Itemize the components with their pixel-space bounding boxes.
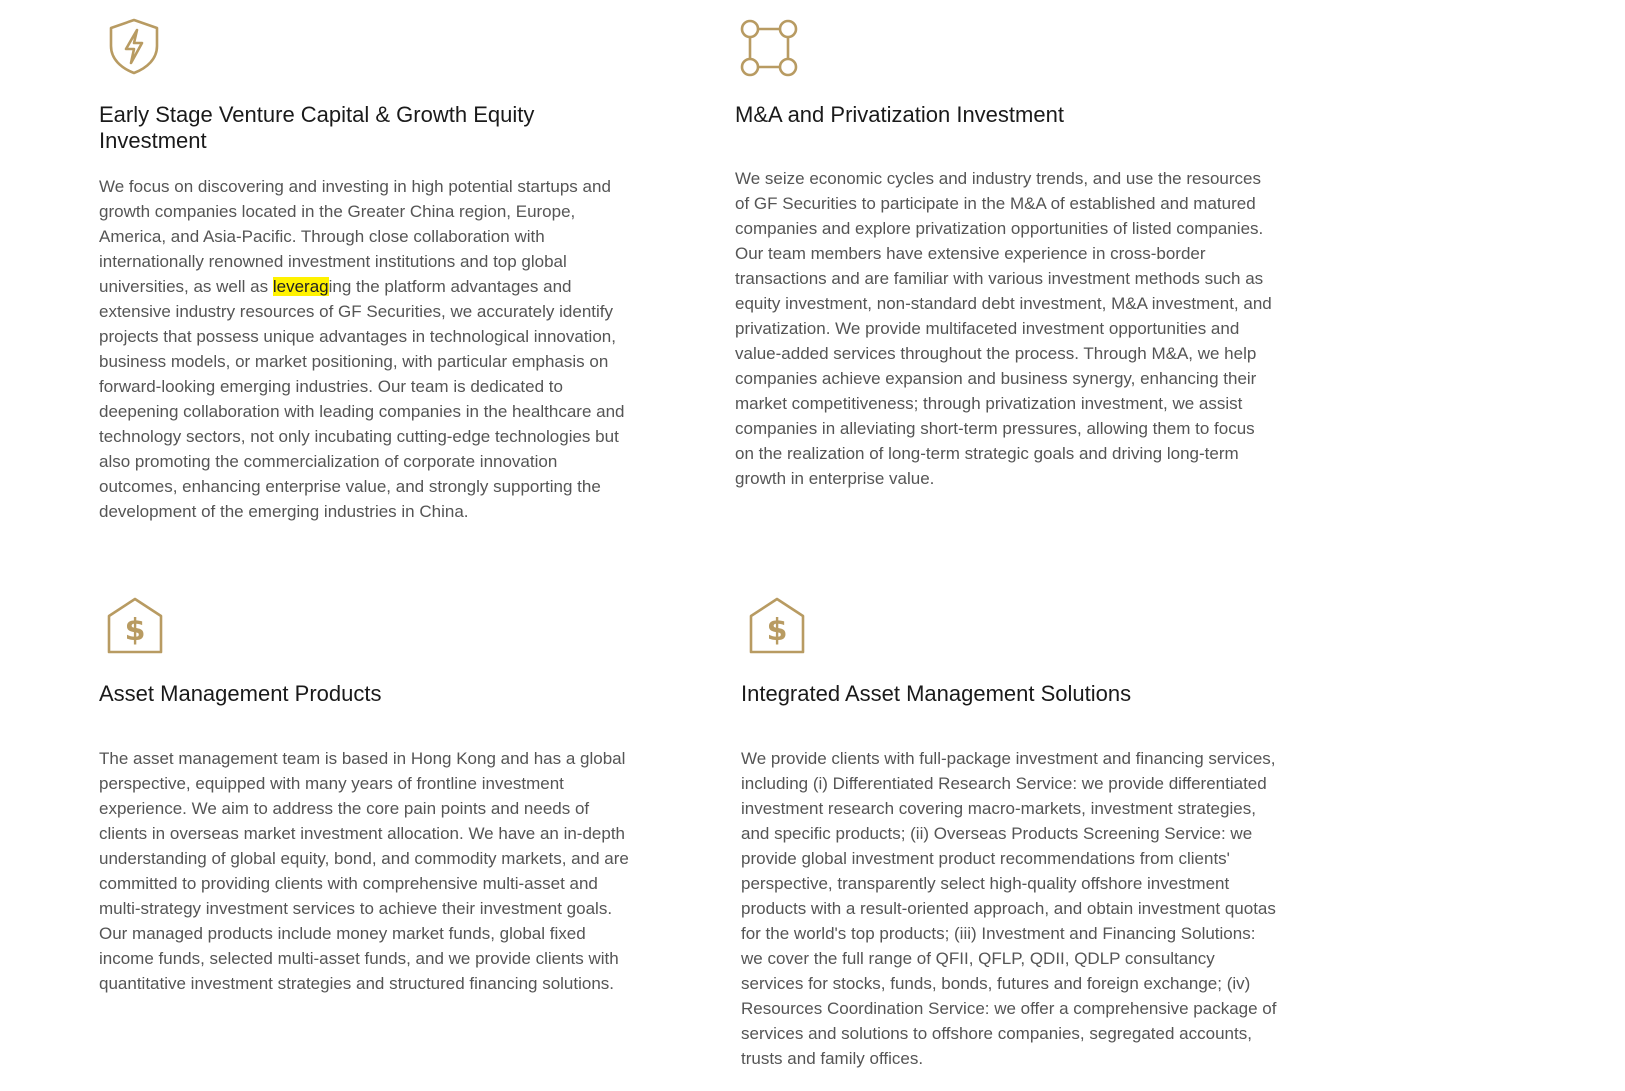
card-description: We provide clients with full-package investment and financing services, including (i) Differentiated Research Service: we provide differentiated investment research covering macro-markets, investment strategies, and specific products; (ii) Overseas Products Screening Service: we provide global investment product recommendations from clients' perspective, transparently select high-quality offshore investment products with a result-oriented approach, and obtain investment quotas for the world's top products; (iii) Investment and Financing Solutions: we cover the full range of QFII, QFLP, QDII, QDLP consultancy services for stocks, funds, bonds, futures and foreign exchange; (iv) Resources Coordination Service: we offer a comprehensive package of services and solutions to offshore companies, segregated accounts, trusts and family offices. <box>741 749 1277 1068</box>
card-title: Early Stage Venture Capital & Growth Equity Investment <box>99 102 535 153</box>
house-dollar-icon <box>105 596 165 656</box>
card-title: Asset Management Products <box>99 681 382 706</box>
card-title: Integrated Asset Management Solutions <box>741 681 1132 706</box>
card-title: M&A and Privatization Investment <box>735 102 1064 127</box>
description-text: ing the platform advantages and extensive industry resources of GF Securities, we accurately identify projects that possess unique advantages in technological innovation, business models, or market positioning, with particular emphasis on forward-looking emerging industries. Our team is dedicated to deepening collaboration with leading companies in the healthcare and technology sectors, not only incubating cutting-edge technologies but also promoting the commercialization of corporate innovation outcomes, enhancing enterprise value, and strongly supporting the development of the emerging industries in China. <box>99 277 625 521</box>
card-description: The asset management team is based in Hong Kong and has a global perspective, equipped with many years of frontline investment experience. We aim to address the core pain points and needs of clients in overseas market investment allocation. We have an in-depth understanding of global equity, bond, and commodity markets, and are committed to providing clients with comprehensive multi-asset and multi-strategy investment services to achieve their investment goals. Our managed products include money market funds, global fixed income funds, selected multi-asset funds, and we provide clients with quantitative investment strategies and structured financing solutions. <box>99 749 629 993</box>
description-text: We focus on discovering and investing in high potential startups and growth companies located in the Greater China region, Europe, America, and Asia-Pacific. Through close collaboration with internationally renowned investment institutions and top global universities, as well as <box>99 177 611 296</box>
network-nodes-icon <box>739 18 799 78</box>
svg-text:$: $ <box>124 613 146 648</box>
card-description <box>99 174 634 524</box>
shield-lightning-icon <box>104 16 164 76</box>
svg-text:$: $ <box>766 613 788 648</box>
house-dollar-icon <box>747 596 807 656</box>
highlighted-text: leverag <box>272 277 329 296</box>
card-description: We seize economic cycles and industry trends, and use the resources of GF Securities to participate in the M&A of established and matured companies and explore privatization opportunities of listed companies. Our team members have extensive experience in cross-border transactions and are familiar with various investment methods such as equity investment, non-standard debt investment, M&A investment, and privatization. We provide multifaceted investment opportunities and value-added services throughout the process. Through M&A, we help companies achieve expansion and business synergy, enhancing their market competitiveness; through privatization investment, we assist companies in alleviating short-term pressures, allowing them to focus on the realization of long-term strategic goals and driving long-term growth in enterprise value. <box>735 169 1272 488</box>
